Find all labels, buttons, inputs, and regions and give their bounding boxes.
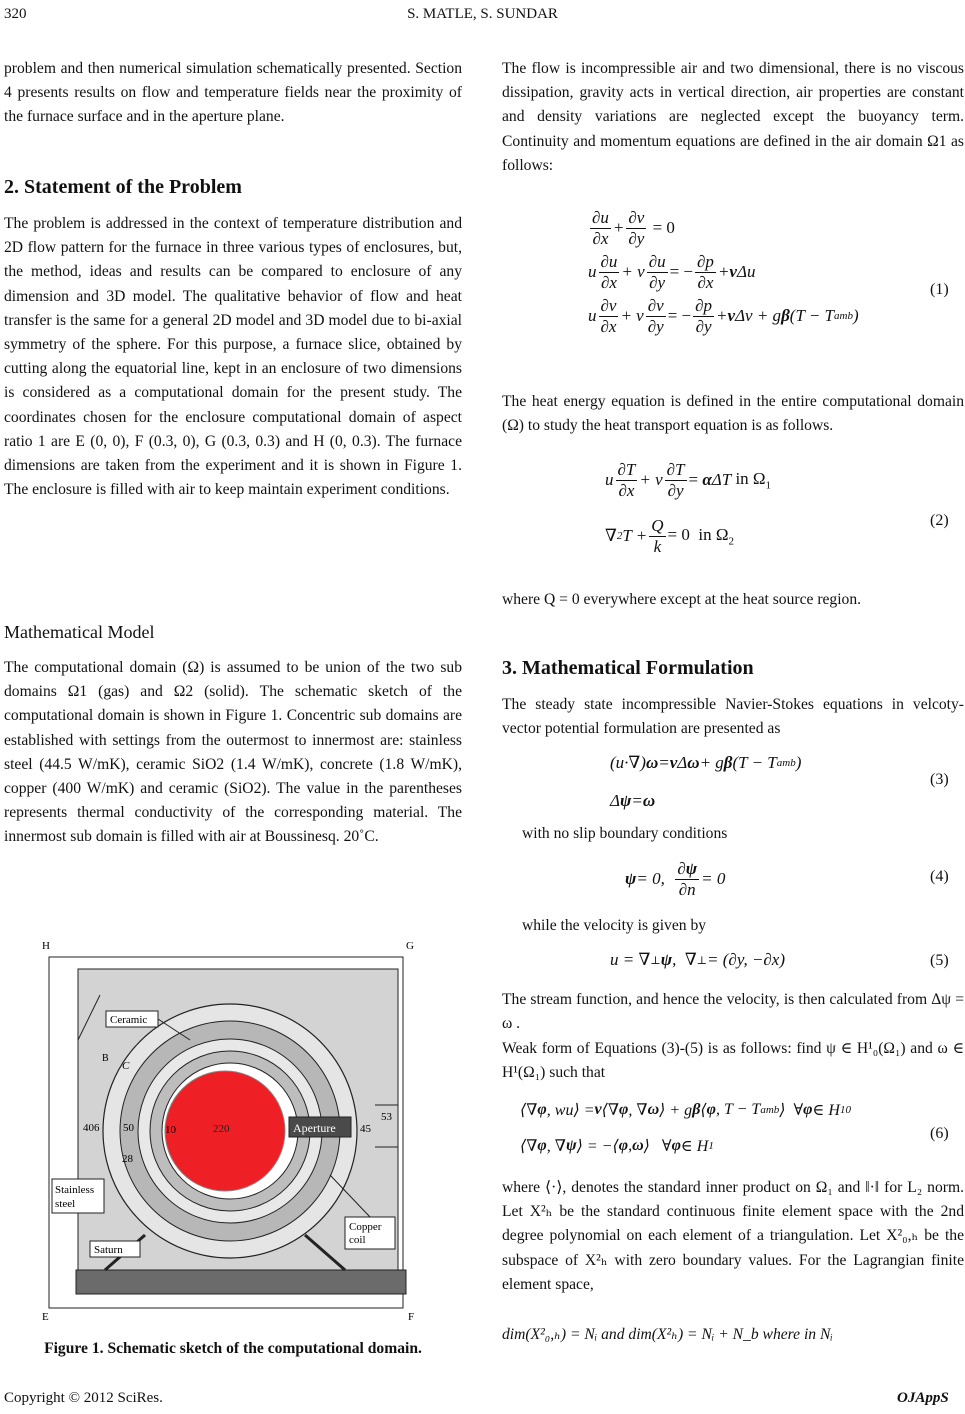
equation-2-number: (2) xyxy=(930,512,949,529)
math-model-title: Mathematical Model xyxy=(4,622,155,642)
where-inner-product-paragraph: where ⟨·⟩, denotes the standard inner product on Ω₁ and ‖·‖ for L₂ norm. Let X²ₕ be the standard continuous finite element space with the 2nd degree polynomial on each element of a triangulation. Let X²₀,ₕ be the subspace of X²ₕ with zero boundary values. For the Lagrangian finite element space, xyxy=(502,1179,964,1293)
equation-2: u $\frac{\partial T}{\partial x}$ + v $\frac{\partial T}{\partial y}$ = α ΔT in $\Omega_1$ ∇ 2 T + $\frac{Q}{k}$ = 0 in $\Omega_2$ xyxy=(605,459,772,556)
saturn-label: Saturn xyxy=(94,1244,123,1256)
equation-4-number: (4) xyxy=(930,868,949,885)
where-paragraph: where Q = 0 everywhere except at the heat source region. xyxy=(502,591,862,608)
dim-50: 50 xyxy=(123,1122,134,1134)
equation-3: (u·∇) ω = ν Δ ω + g β (T − T amb ) Δ ψ = ω xyxy=(610,753,802,810)
dim-28: 28 xyxy=(122,1153,133,1165)
page-number: 320 xyxy=(4,6,27,22)
intro-paragraph: problem and then numerical simulation schematically presented. Section 4 presents results on flow and temperature fields near the proximity of the furnace surface and in the aperture plane. xyxy=(4,60,462,126)
figure-1-caption: Figure 1. Schematic sketch of the computational domain. xyxy=(44,1340,422,1357)
copper-label-line2: coil xyxy=(349,1234,366,1246)
heat-paragraph: The heat energy equation is defined in the entire computational domain (Ω) to study the heat transport equation is as follows. xyxy=(502,393,964,435)
equation-5-number: (5) xyxy=(930,952,949,969)
stream-paragraph: The stream function, and hence the velocity, is then calculated from Δψ = ω . xyxy=(502,991,964,1033)
equation-4: ψ = 0, $\frac{\partial\psi}{\partial n}$ = 0 xyxy=(625,858,726,899)
equation-1-number: (1) xyxy=(930,281,949,298)
section-3-title: 3. Mathematical Formulation xyxy=(502,657,754,679)
corner-f-label: F xyxy=(408,1311,415,1323)
dim-220: 220 xyxy=(213,1123,230,1135)
copper-label-line1: Copper xyxy=(349,1221,382,1233)
dim-53: 53 xyxy=(381,1111,392,1123)
equation-6: ⟨∇ φ , wu⟩ = ν ⟨∇ φ , ∇ ω ⟩ + g β ⟨ φ , T − T amb ⟩ ∀ φ ∈ H 1 0 ⟨∇ φ , ∇ ψ ⟩ = −⟨ φ , ω ⟩ ∀ φ ∈ H 1 xyxy=(520,1101,851,1155)
corner-h-label: H xyxy=(42,940,50,952)
ceramic-label: Ceramic xyxy=(110,1014,148,1026)
section-3-paragraph: The steady state incompressible Navier-Stokes equations in velcoty-vector potential formulation are presented as xyxy=(502,696,964,738)
section-2-paragraph: The problem is addressed in the context of temperature distribution and 2D flow pattern for the furnace in three various types of enclosures, but, the method, ideas and results can be compared to enclosure of any dimension and 3D model. The qualitative behavior of flow and heat transfer is the same for a general 2D model and 3D model due to bi-axial symmetry of the sphere. For this purpose, a furnace slice, obtained by cutting along the equatorial line, kept in an enclosure of two dimensions is considered as a computational domain for the present study. The coordinates chosen for the enclosure computational domain of aspect ratio 1 are E (0, 0), F (0.3, 0), G (0.3, 0.3) and H (0, 0.3). The furnace dimensions are taken from the experiment and it is shown in Figure 1. The enclosure is filled with air to keep maintain experiment conditions. xyxy=(4,215,462,499)
running-header: S. MATLE, S. SUNDAR xyxy=(407,6,558,22)
equation-5: u = ∇ ⊥ ψ , ∇ ⊥ = (∂y, −∂x) xyxy=(610,950,786,969)
flow-paragraph: The flow is incompressible air and two dimensional, there is no viscous dissipation, gravity acts in vertical direction, air properties are constant and density variations are neglected except the buoyancy term. Continuity and momentum equations are defined in the air domain Ω1 as follows: xyxy=(502,60,964,174)
footer-copyright: Copyright © 2012 SciRes. xyxy=(4,1390,163,1406)
weak-form-paragraph: Weak form of Equations (3)-(5) is as follows: find ψ ∈ H¹₀(Ω₁) and ω ∈ H¹(Ω₁) such that xyxy=(502,1040,964,1082)
footer-journal: OJAppS xyxy=(897,1390,949,1406)
dim-10: 10 xyxy=(165,1124,176,1136)
corner-g-label: G xyxy=(406,940,414,952)
stainless-label-line1: Stainless xyxy=(55,1184,95,1196)
equation-3-number: (3) xyxy=(930,771,949,788)
base-plate xyxy=(76,1270,406,1294)
equation-6-number: (6) xyxy=(930,1125,949,1142)
dim-45: 45 xyxy=(360,1123,371,1135)
velocity-text: while the velocity is given by xyxy=(522,917,707,934)
equation-1: $\frac{\partial u}{\partial x}$ + $\frac{\partial v}{\partial y}$ = 0 u $\frac{\partial u}{\partial x}$ + v $\frac{\partial u}{\partial y}$ = − $\frac{\partial p}{\partial x}$ + ν Δu u $\frac{\partial v}{\partial x}$ + v $\frac{\partial v}{\partial y}$ = − $\frac{\partial p}{\partial y}$ + ν Δv + g β (T − T amb ) xyxy=(588,207,859,336)
dimension-line: dim(X²₀,ₕ) = Nᵢ and dim(X²ₕ) = Nᵢ + N_b where in Nᵢ xyxy=(502,1326,833,1343)
stainless-label-line2: steel xyxy=(55,1198,76,1210)
math-model-paragraph: The computational domain (Ω) is assumed to be union of the two sub domains Ω1 (gas) and Ω2 (solid). The schematic sketch of the computational domain is shown in Figure 1. Concentric sub domains are established with settings from the outermost to innermost are: stainless steel (44.5 W/mK), ceramic SiO2 (1.4 W/mK), concrete (1.8 W/mK), copper (400 W/mK) and ceramic (SiO2). The value in the parentheses represents thermal conductivity of the corresponding material. The innermost sub domain is filled with air at Boussinesq. 20˚C. xyxy=(4,659,462,846)
no-slip-text: with no slip boundary conditions xyxy=(522,825,728,842)
aperture-label: Aperture xyxy=(293,1121,336,1135)
section-2-title: 2. Statement of the Problem xyxy=(4,176,242,198)
corner-e-label: E xyxy=(42,1311,49,1323)
figure-1-schematic xyxy=(30,935,430,1330)
dim-406: 406 xyxy=(83,1122,100,1134)
label-c: C xyxy=(122,1060,130,1072)
label-b: B xyxy=(102,1053,109,1064)
